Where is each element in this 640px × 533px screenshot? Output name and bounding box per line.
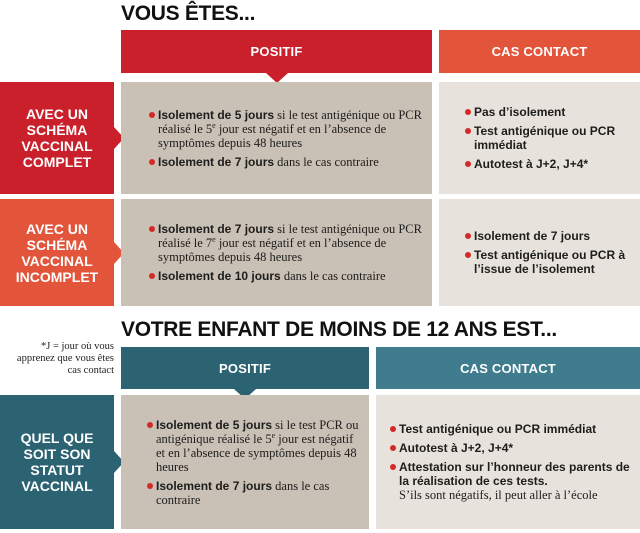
complet-positif-list [149, 108, 422, 169]
enfant-positif-list [147, 418, 361, 507]
footnote: *J = jour où vous apprenez que vous êtes cas contact [16, 341, 114, 376]
row-header-statut [0, 395, 114, 529]
row-header-complet [0, 82, 114, 194]
list-item: Attestation sur l’honneur des parents de la réalisation de ces tests. [390, 460, 630, 488]
list-item: Autotest à J+2, J+4* [465, 157, 630, 171]
list-item: Isolement de 5 jours si le test PCR ou antigénique réalisé le 5e jour est négatif et en l’absence de symptômes depuis 48 heures [147, 418, 361, 474]
cell-enfant-contact [376, 395, 640, 529]
list-item: Test antigénique ou PCR immédiat [390, 422, 630, 436]
list-item: Isolement de 5 jours si le test antigénique ou PCR réalisé le 5e jour est négatif et en l’absence de symptômes depuis 48 heures [149, 108, 422, 150]
col-header-contact-2 [376, 347, 640, 389]
col-header-positif-2 [121, 347, 369, 389]
col-header-positif [121, 30, 432, 73]
cell-enfant-positif [121, 395, 369, 529]
enfant-contact-list [390, 422, 630, 488]
list-item: Test antigénique ou PCR immédiat [465, 124, 630, 152]
row-header-incomplet-label: AVEC UN SCHÉMA VACCINAL INCOMPLET [15, 220, 99, 285]
col-header-contact-2-label: CAS CONTACT [460, 360, 556, 376]
enfant-contact-note: S’ils sont négatifs, il peut aller à l’école [399, 488, 598, 502]
row-header-complet-label: AVEC UN SCHÉMA VACCINAL COMPLET [21, 106, 93, 170]
incomplet-positif-list [149, 222, 422, 283]
list-item: Isolement de 7 jours [465, 229, 630, 243]
list-item: Isolement de 10 jours dans le cas contraire [149, 269, 422, 283]
list-item: Isolement de 7 jours si le test antigénique ou PCR réalisé le 7e jour est négatif et en l’absence de symptômes depuis 48 heures [149, 222, 422, 264]
list-item: Pas d’isolement [465, 105, 630, 119]
complet-contact-list [465, 105, 630, 171]
cell-incomplet-contact [439, 199, 640, 306]
section1-title: VOUS ÊTES... [121, 2, 256, 25]
row-header-incomplet [0, 199, 114, 306]
section2-title: VOTRE ENFANT DE MOINS DE 12 ANS EST... [121, 318, 557, 341]
cell-complet-positif [121, 82, 432, 194]
cell-complet-contact [439, 82, 640, 194]
col-header-contact [439, 30, 640, 73]
incomplet-contact-list [465, 229, 630, 276]
list-item: Autotest à J+2, J+4* [390, 441, 630, 455]
col-header-positif-2-label: POSITIF [219, 360, 271, 376]
row-header-statut-label: QUEL QUE SOIT SON STATUT VACCINAL [20, 430, 94, 494]
cell-incomplet-positif [121, 199, 432, 306]
list-item: Isolement de 7 jours dans le cas contraire [147, 479, 361, 507]
list-item: Test antigénique ou PCR à l’issue de l’isolement [465, 248, 630, 276]
col-header-positif-label: POSITIF [250, 44, 303, 59]
list-item: Isolement de 7 jours dans le cas contraire [149, 155, 422, 169]
col-header-contact-label: CAS CONTACT [491, 44, 588, 59]
